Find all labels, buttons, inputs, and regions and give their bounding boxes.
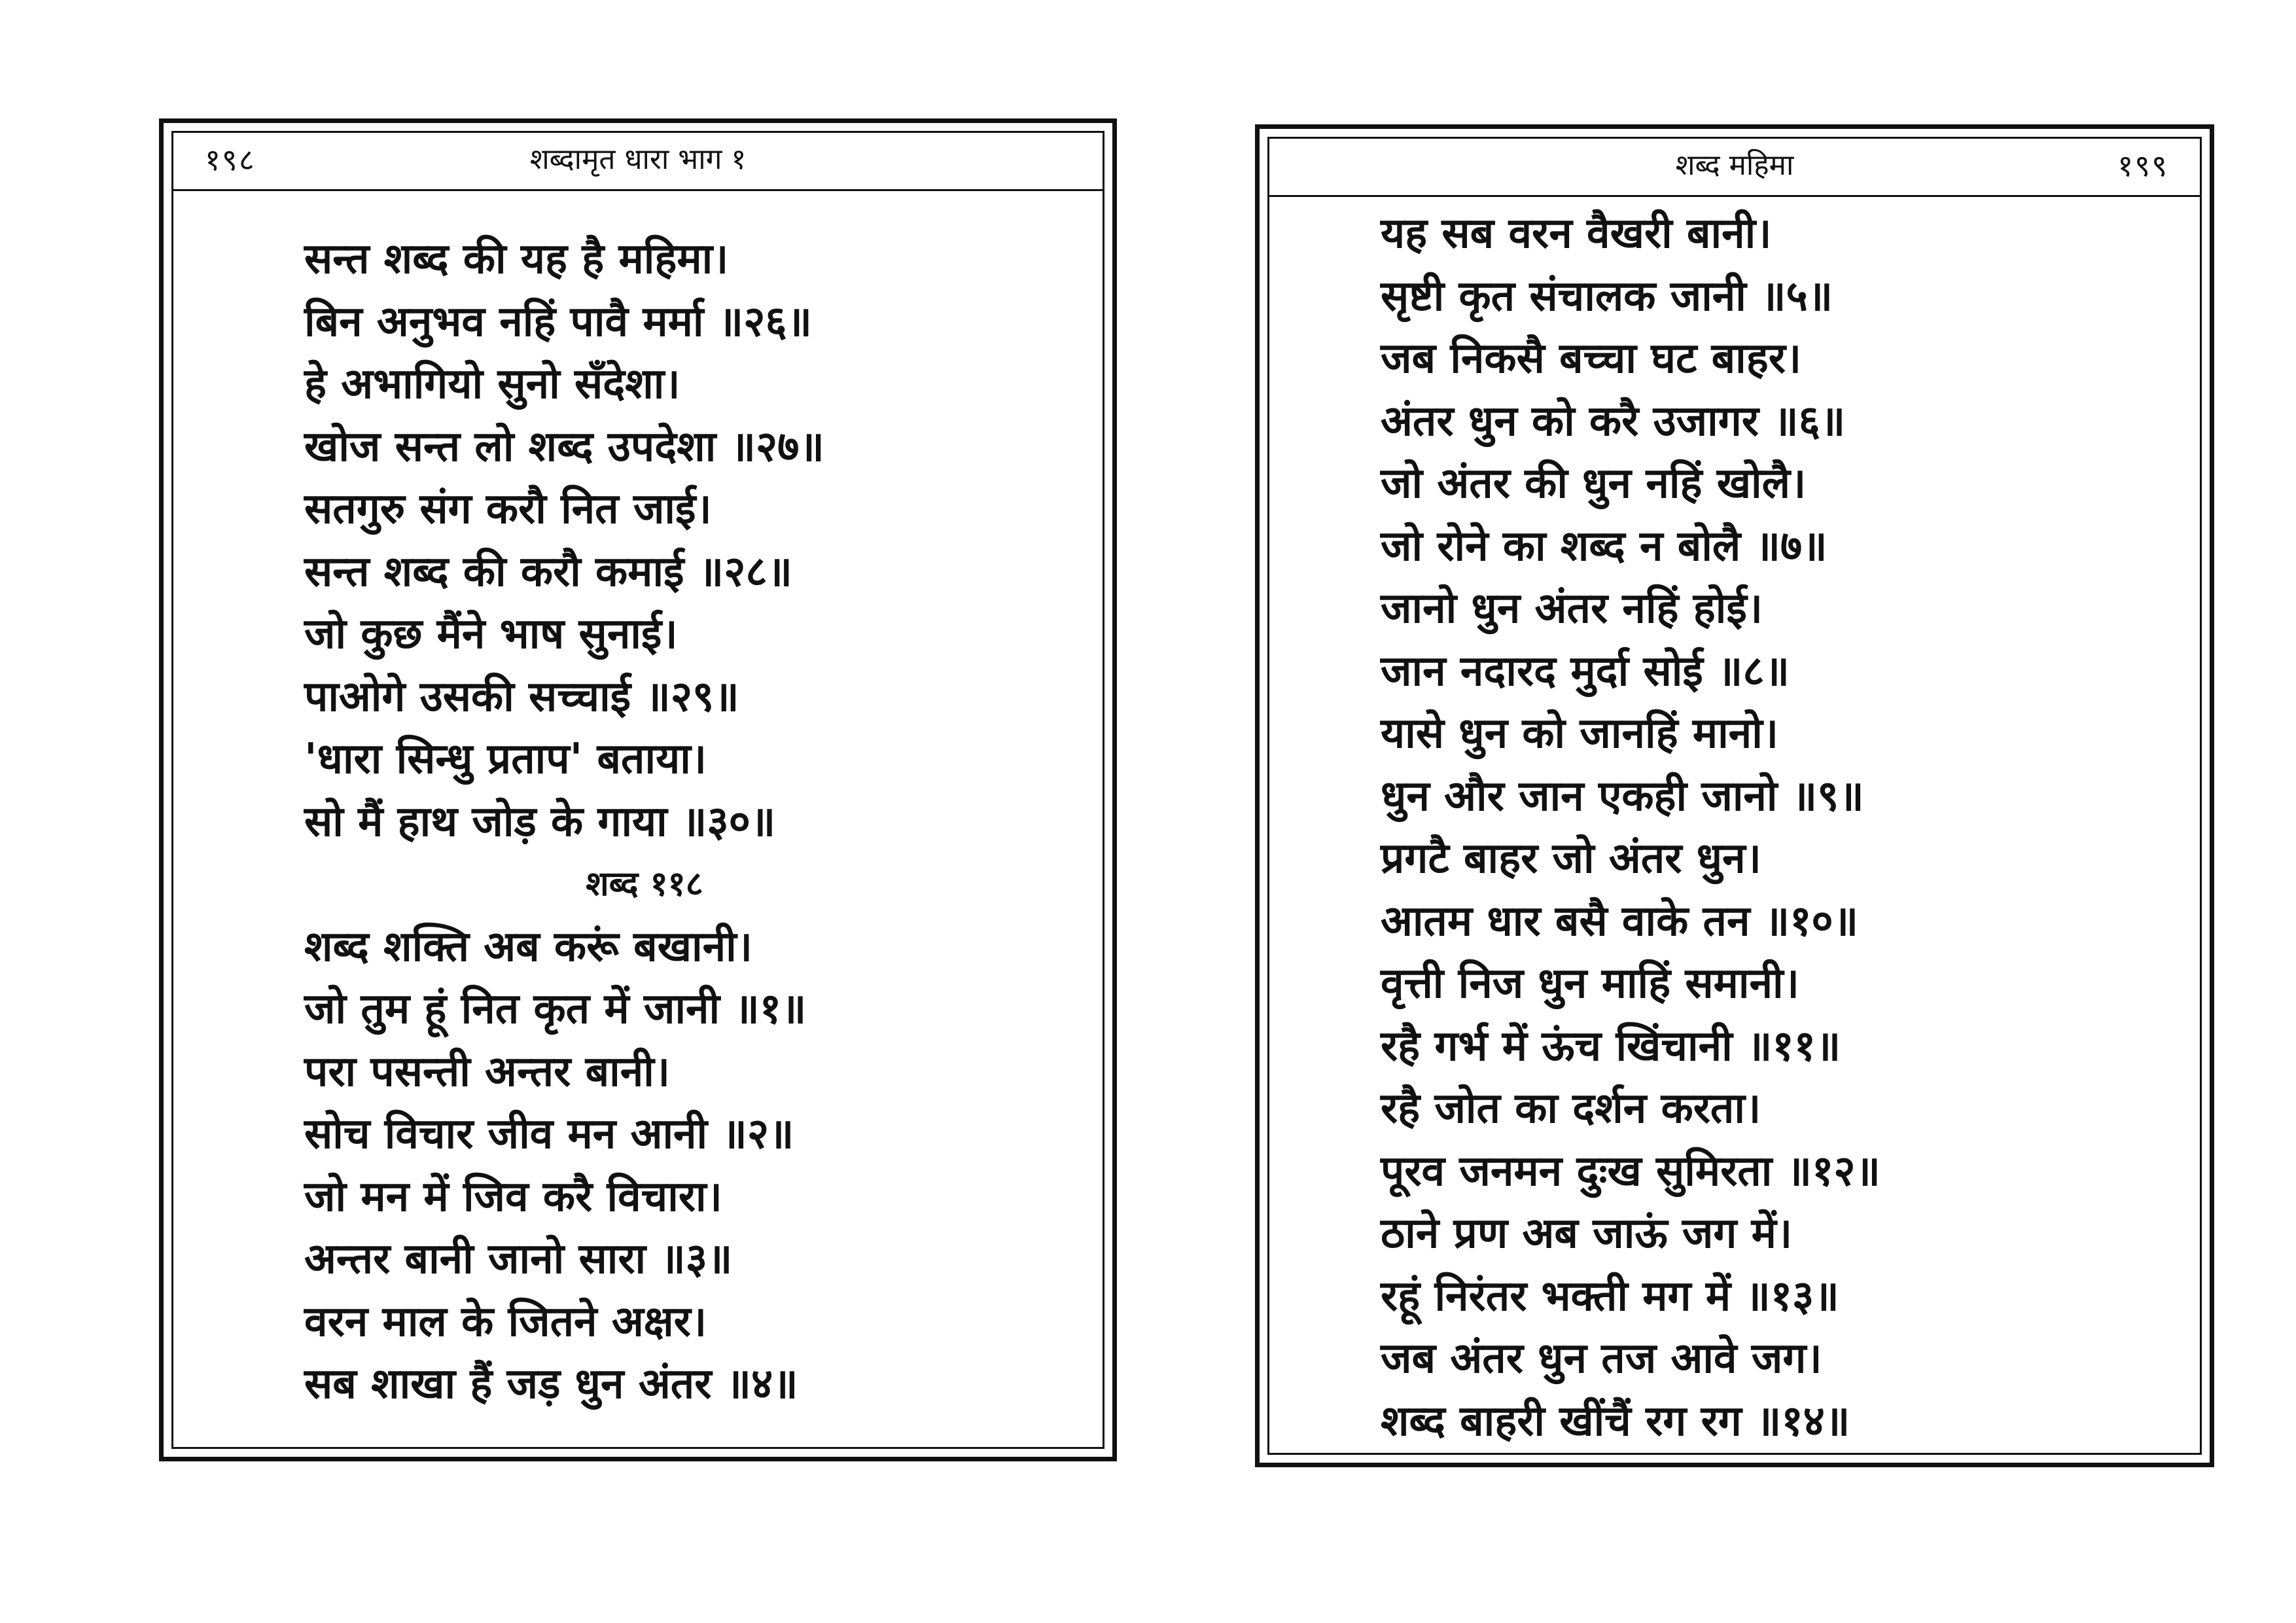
verse-line: यासे धुन को जानहिं मानो। [1381, 709, 1779, 758]
left-page-header [173, 133, 1103, 191]
verse-line: धुन और जान एकही जानो ॥९॥ [1381, 772, 1864, 821]
verse-line: जो अंतर की धुन नहिं खोलै। [1381, 459, 1807, 508]
verse-line: अन्तर बानी जानो सारा ॥३॥ [304, 1235, 733, 1284]
verse-line: जो कुछ मैंने भाष सुनाई। [304, 610, 678, 659]
verse-line: सन्त शब्द की यह है महिमा। [304, 235, 729, 284]
right-page-number: १९९ [2117, 148, 2168, 183]
verse-line: वरन माल के जितने अक्षर। [304, 1297, 707, 1346]
verse-line: जब अंतर धुन तज आवे जग। [1381, 1334, 1822, 1383]
verse-line: ठाने प्रण अब जाऊं जग में। [1381, 1209, 1793, 1258]
verse-line: शब्द शक्ति अब करूं बखानी। [304, 922, 752, 971]
verse-line: रहै गर्भ में ऊंच खिंचानी ॥११॥ [1381, 1022, 1841, 1071]
verse-line: सतगुरु संग करौ नित जाई। [304, 485, 712, 534]
verse-line: जब निकसै बच्चा घट बाहर। [1381, 334, 1802, 383]
verse-line: जो तुम हूं नित कृत में जानी ॥१॥ [304, 985, 807, 1034]
verse-line: हे अभागियो सुनो सँदेशा। [304, 360, 680, 409]
verse-line: शब्द बाहरी खींचैं रग रग ॥१४॥ [1381, 1397, 1850, 1446]
verse-line: जो रोने का शब्द न बोलै ॥७॥ [1381, 522, 1828, 571]
verse-line: सब शाखा हैं जड़ धुन अंतर ॥४॥ [304, 1360, 798, 1409]
verse-line: वृत्ती निज धुन माहिं समानी। [1381, 959, 1799, 1008]
right-page-running-title: शब्द महिमा [1675, 149, 1794, 182]
right-page-header [1269, 139, 2200, 197]
verse-line: रहूं निरंतर भक्ती मग में ॥१३॥ [1381, 1272, 1839, 1321]
left-page [159, 118, 1117, 1461]
verse-line: रहै जोत का दर्शन करता। [1381, 1084, 1761, 1133]
right-page [1255, 124, 2214, 1467]
verse-line: अंतर धुन को करै उजागर ॥६॥ [1381, 397, 1846, 446]
verse-line: पूरव जनमन दुःख सुमिरता ॥१२॥ [1381, 1147, 1881, 1196]
verse-line: सन्त शब्द की करौ कमाई ॥२८॥ [304, 547, 792, 596]
verse-line: पाओगे उसकी सच्चाई ॥२९॥ [304, 672, 739, 721]
verse-line: जानो धुन अंतर नहिं होई। [1381, 584, 1763, 633]
verse-line: प्रगटै बाहर जो अंतर धुन। [1381, 834, 1761, 883]
verse-line: खोज सन्त लो शब्द उपदेशा ॥२७॥ [304, 422, 824, 471]
section-heading: शब्द ११८ [586, 865, 703, 904]
verse-line: बिन अनुभव नहिं पावै मर्मा ॥२६॥ [304, 297, 812, 346]
verse-line: सोच विचार जीव मन आनी ॥२॥ [304, 1110, 794, 1159]
verse-line: 'धारा सिन्धु प्रताप' बताया। [304, 735, 707, 784]
verse-line: सृष्टी कृत संचालक जानी ॥५॥ [1381, 272, 1833, 321]
verse-line: परा पसन्ती अन्तर बानी। [304, 1047, 671, 1096]
right-page-verses [1381, 203, 2074, 1453]
verse-line: जान नदारद मुर्दा सोई ॥८॥ [1381, 647, 1790, 696]
left-page-running-title: शब्दामृत धारा भाग १ [529, 143, 747, 176]
verse-line: सो मैं हाथ जोड़ के गाया ॥३०॥ [304, 797, 776, 846]
verse-line: जो मन में जिव करै विचारा। [304, 1172, 722, 1221]
verse-line: आतम धार बसै वाके तन ॥१०॥ [1381, 897, 1859, 946]
verse-line: यह सब वरन वैखरी बानी। [1381, 209, 1772, 259]
right-page-inner-frame [1267, 137, 2202, 1455]
left-page-verses [304, 228, 985, 1416]
left-page-number: १९८ [205, 142, 256, 177]
left-page-inner-frame [171, 131, 1104, 1449]
